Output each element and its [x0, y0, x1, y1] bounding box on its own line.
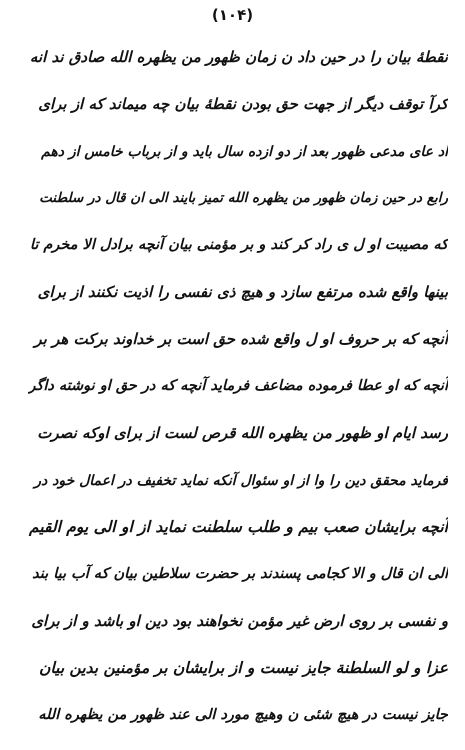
text-line: اد عای مدعی ظهور بعد از دو ازده سال باید و از برباب خامس از دهم: [41, 143, 448, 160]
text-line: و نفسی بر روی ارض غیر مؤمن نخواهند بود دین او باشد و از برای: [31, 612, 448, 630]
text-line: آنچه که بر حروف او ل واقع شده حق است بر خداوند برکت هر بر: [34, 330, 448, 348]
text-line: کرآ توقف دیگر از جهت حق بودن نقطهٔ بیان چه میماند که از برای: [38, 95, 448, 113]
text-line: عزا و لو السلطنة جایز نیست و از برایشان بر مؤمنین بدین بیان: [39, 658, 448, 677]
text-line: بینها واقع شده مرتفع سازد و هیچ ذی نفسی را اذیت نکنند از برای: [37, 283, 448, 301]
text-line: جایز نیست در هیچ شئی ن وهیچ مورد الی عند ظهور من یظهره الله: [38, 707, 448, 724]
text-line: که مصیبت او ل ی راد کر کند و بر مؤمنی بیان آنچه برادل الا مخرم تا: [29, 237, 448, 254]
text-line: رسد ایام او ظهور من یظهره الله قرص لست از برای اوکه نصرت: [37, 424, 448, 442]
page-number: (۱۰۴): [211, 6, 254, 24]
text-line: فرماید محقق دین را وا از او سئوال آنکه نماید تخفیف در اعمال خود در: [34, 472, 448, 489]
text-line: آنچه برایشان صعب بیم و طلب سلطنت نماید از او الی یوم القیم: [29, 517, 448, 536]
text-line: رابع در حین زمان ظهور من یظهره الله تمیز بایند الی ان قال در سلطنت: [39, 189, 448, 206]
text-line: آنچه که او عطا فرموده مضاعف فرماید آنچه که در حق او نوشته داگر: [28, 378, 448, 395]
manuscript-text-block: [28, 34, 448, 740]
text-line: الی ان قال و الا کجامی پسندند بر حضرت سلاطین بیان که آب بیا بند: [32, 566, 448, 583]
text-line: نقطهٔ بیان را در حین داد ن زمان ظهور من یظهره الله صادق ند انه: [29, 48, 448, 66]
